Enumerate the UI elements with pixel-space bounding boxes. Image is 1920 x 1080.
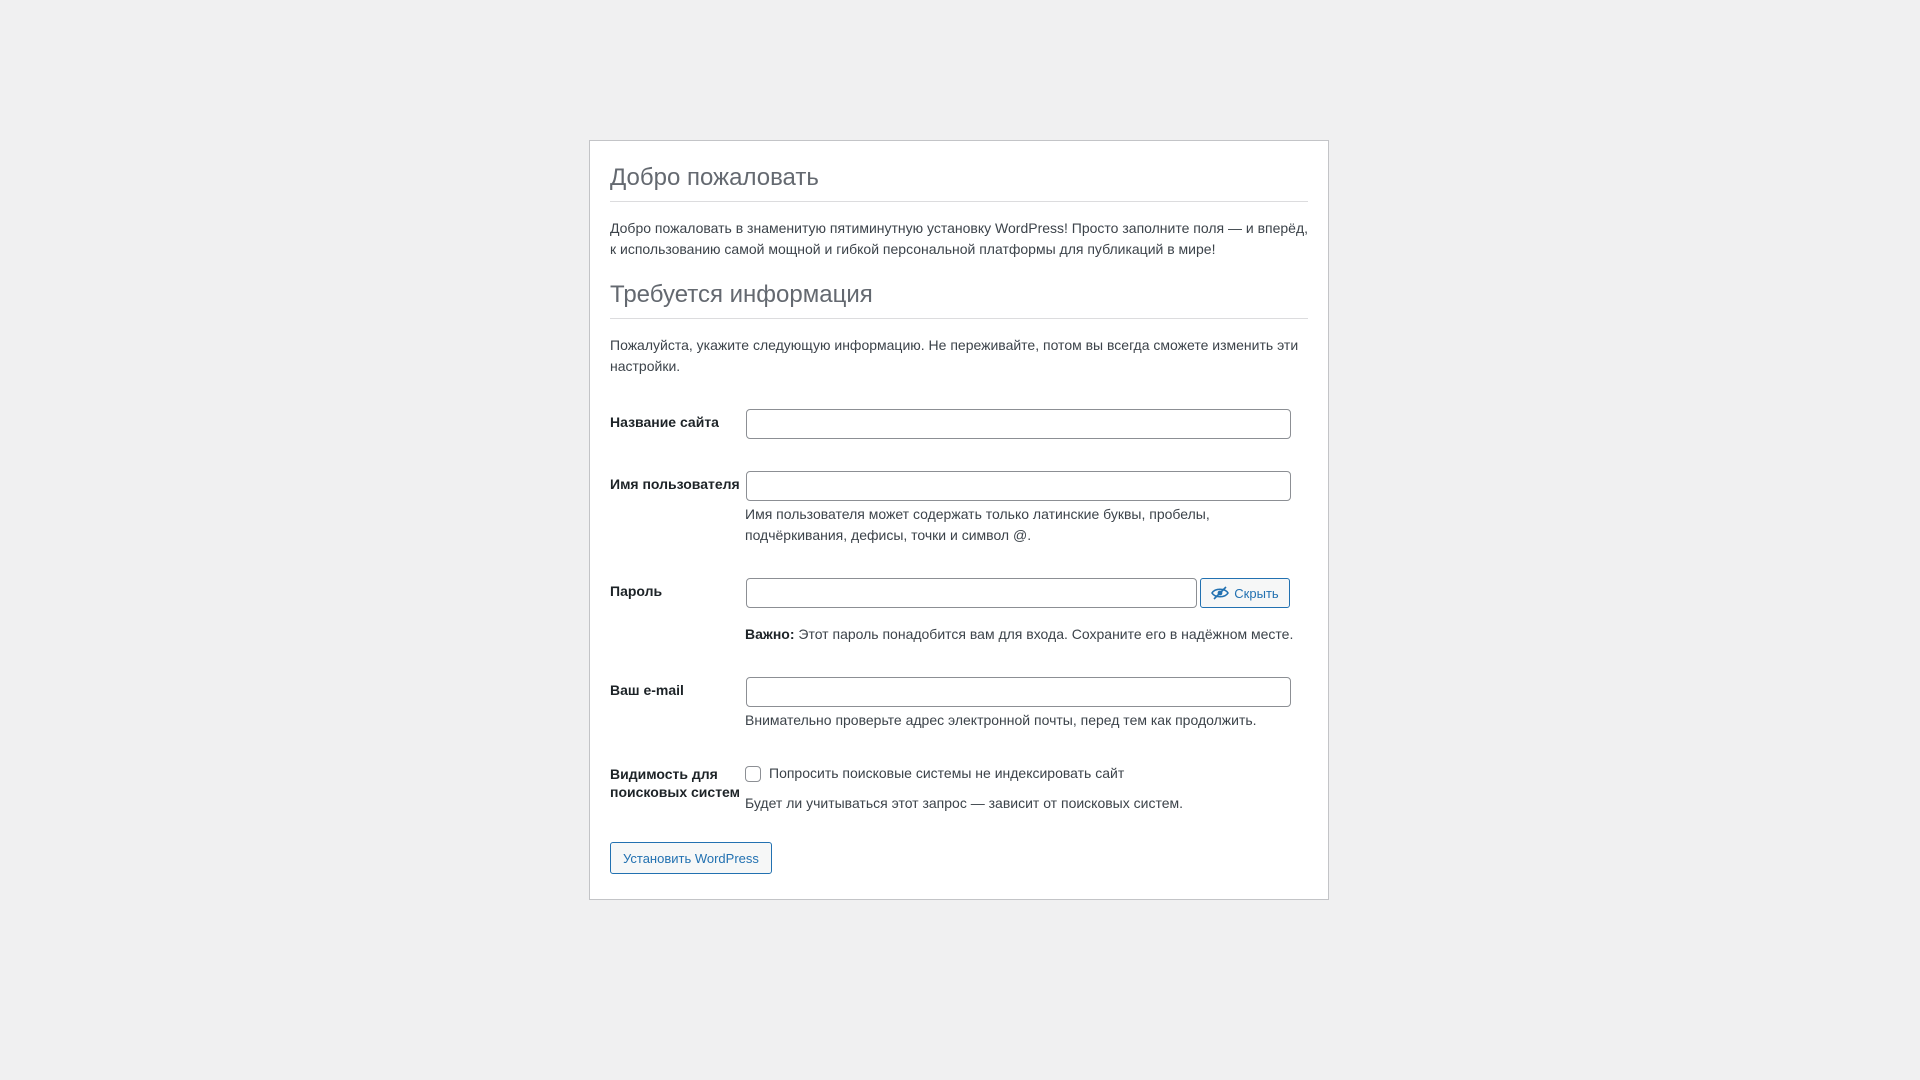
password-input[interactable] bbox=[746, 578, 1197, 608]
info-text: Пожалуйста, укажите следующую информацию. Не переживайте, потом вы всегда сможете изменить эти настройки. bbox=[610, 337, 1299, 374]
noindex-checkbox-label[interactable]: Попросить поисковые системы не индексировать сайт bbox=[769, 765, 1125, 781]
username-input[interactable] bbox=[746, 471, 1291, 501]
setup-form-table bbox=[610, 397, 1308, 834]
welcome-heading: Добро пожаловать bbox=[610, 163, 1308, 202]
email-input[interactable] bbox=[746, 677, 1291, 707]
hide-password-button[interactable] bbox=[1200, 578, 1290, 608]
password-row bbox=[610, 566, 1308, 665]
visibility-checkbox-row[interactable] bbox=[745, 763, 1308, 784]
eye-slash-icon bbox=[1211, 586, 1229, 600]
username-label: Имя пользователя bbox=[610, 476, 740, 492]
visibility-hint: Будет ли учитываться этот запрос — зависит от поисковых систем. bbox=[745, 795, 1184, 811]
site-title-label: Название сайта bbox=[610, 414, 719, 430]
noindex-checkbox[interactable] bbox=[745, 766, 761, 782]
install-wordpress-button[interactable]: Установить WordPress bbox=[610, 842, 772, 874]
password-important-note bbox=[745, 624, 1308, 645]
important-text: Этот пароль понадобится вам для входа. Сохраните его в надёжном месте. bbox=[794, 626, 1294, 642]
username-hint: Имя пользователя может содержать только латинские буквы, пробелы, подчёркивания, дефисы, точки и символ @. bbox=[745, 506, 1210, 543]
email-row bbox=[610, 665, 1308, 751]
username-row bbox=[610, 459, 1308, 566]
info-heading: Требуется информация bbox=[610, 280, 1308, 319]
important-label: Важно: bbox=[745, 626, 795, 642]
visibility-label: Видимость для поисковых систем bbox=[610, 766, 741, 800]
password-label: Пароль bbox=[610, 583, 663, 599]
site-title-input[interactable] bbox=[746, 409, 1291, 439]
welcome-text: Добро пожаловать в знаменитую пятиминутную установку WordPress! Просто заполните поля — и вперёд, к использованию самой мощной и гибкой персональной платформы для публикаций в мире! bbox=[610, 220, 1309, 257]
email-hint: Внимательно проверьте адрес электронной почты, перед тем как продолжить. bbox=[745, 712, 1257, 728]
password-input-row bbox=[745, 578, 1308, 608]
email-label: Ваш e-mail bbox=[610, 682, 684, 698]
visibility-row bbox=[610, 751, 1308, 834]
site-title-row bbox=[610, 397, 1308, 459]
install-form-card bbox=[589, 140, 1329, 900]
hide-password-label: Скрыть bbox=[1234, 585, 1279, 601]
